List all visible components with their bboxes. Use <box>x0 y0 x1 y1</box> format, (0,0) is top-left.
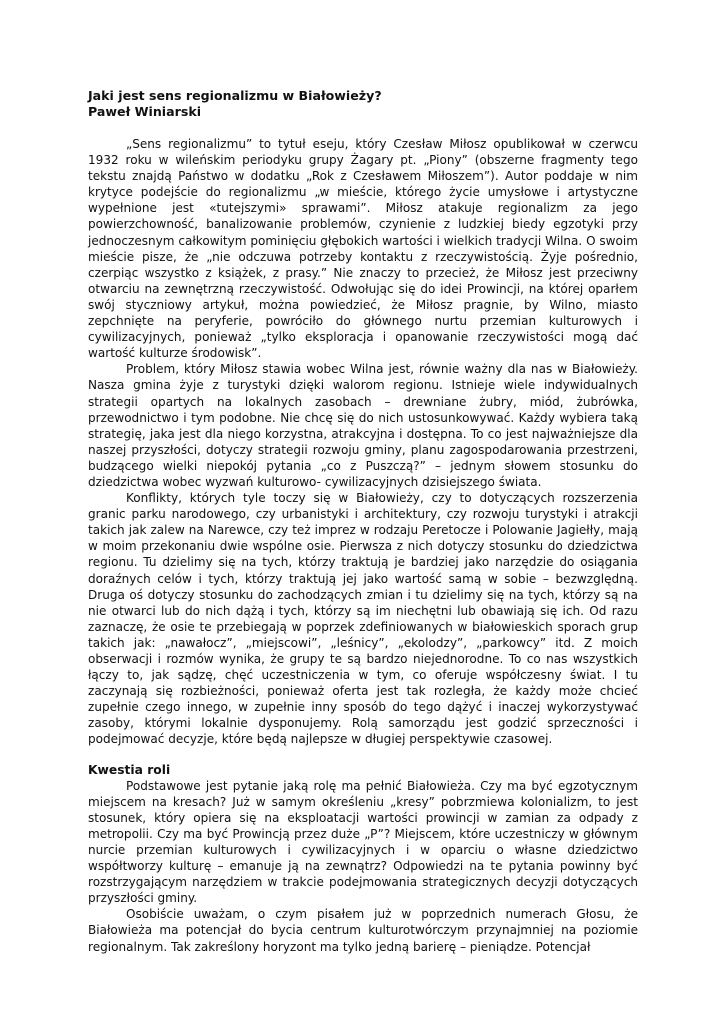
paragraph: Podstawowe jest pytanie jaką rolę ma pełnić Białowieża. Czy ma być egzotycznym miejscem na kresach? Już w samym określeniu „kresy” pobrzmiewa kolonializm, to jest stosunek, który opiera się na eksploatacji wartości prowincji w zamian za odpady z metropolii. Czy ma być Prowincją przez duże „P”? Miejscem, które uczestniczy w głównym nurcie przemian kulturowych i cywilizacyjnych i w oparciu o własne dziedzictwo współtworzy kulturę – emanuje ją na zewnątrz? Odpowiedzi na te pytania powinny być rozstrzygającym narzędziem w trakcie podejmowania strategicznych decyzji dotyczących przyszłości gminy. <box>88 778 638 906</box>
paragraph: Osobiście uważam, o czym pisałem już w poprzednich numerach Głosu, że Białowieża ma potencjał do bycia centrum kulturotwórczym przynajmniej na poziomie regionalnym. Tak zakreślony horyzont ma tylko jedną barierę – pieniądze. Potencjał <box>88 907 638 954</box>
paragraph: „Sens regionalizmu” to tytuł eseju, który Czesław Miłosz opublikował w czerwcu 1932 roku w wileńskim periodyku grupy Żagary pt. „Piony” (obszerne fragmenty tego tekstu znajdą Państwo w dodatku „Rok z Czesławem Miłoszem”). Autor poddaje w nim krytyce podejście do regionalizmu „w mieście, którego życie umysłowe i artystyczne wypełnione jest «tutejszymi» sprawami”. Miłosz atakuje regionalizm za jego powierzchowność, banalizowanie problemów, czynienie z ludzkiej biedy egzotyki przy jednoczesnym całkowitym pominięciu głębokich wartości i wielkich tradycji Wilna. O swoim mieście pisze, że „nie odczuwa potrzeby kontaktu z rzeczywistością. Żyje pośrednio, czerpiąc wszystko z książek, z prasy.” Nie znaczy to przecież, że Miłosz jest przeciwny otwarciu na zewnętrzną rzeczywistość. Odwołując się do idei Prowincji, na której oparłem swój styczniowy artykuł, można powiedzieć, że Miłosz pragnie, by Wilno, miasto zepchnięte na peryferie, powróciło do głównego nurtu przemian kulturowych i cywilizacyjnych, ponieważ „tylko eksploracja i opanowanie rzeczywistości mogą dać wartość kulturze środowisk”. <box>88 137 638 361</box>
article-title: Jaki jest sens regionalizmu w Białowieży? <box>88 88 382 103</box>
paragraph: Konflikty, których tyle toczy się w Białowieży, czy to dotyczących rozszerzenia granic parku narodowego, czy urbanistyki i architektury, czy rozwoju turystyki i atrakcji takich jak zalew na Narewce, czy też imprez w rodzaju Peretocze i Polowanie Jagiełły, mają w moim przekonaniu dwie wspólne osie. Pierwsza z nich dotyczy stosunku do dziedzictwa regionu. Tu dzielimy się na tych, którzy traktują je bardziej jako narzędzie do osiągania doraźnych celów i tych, którzy traktują jej jako wartość samą w sobie – bezwzględną. Druga oś dotyczy stosunku do zachodzących zmian i tu dzielimy się na tych, którzy są na nie otwarci lub do nich dążą i tych, którzy są im niechętni lub obawiają się ich. Od razu zaznaczę, że osie te przebiegają w poprzek zdefiniowanych w białowieskich sporach grup takich jak: „nawałocz”, „miejscowi”, „leśnicy”, „ekolodzy”, „parkowcy” itd. Z moich obserwacji i rozmów wynika, że grupy te są bardzo niejednorodne. To co nas wszystkich łączy to, jak sądzę, chęć uczestniczenia w tym, co oferuje współczesny świat. I tu zaczynają się rozbieżności, ponieważ oferta jest tak rozległa, że każdy może chcieć zupełnie czego innego, w zupełnie inny sposób do tego dążyć i inaczej wykorzystywać zasoby, którymi lokalnie dysponujemy. Rolą samorządu jest godzić sprzeczności i podejmować decyzje, które będą najlepsze w długiej perspektywie czasowej. <box>88 491 638 747</box>
section-heading: Kwestia roli <box>88 762 171 777</box>
paragraph: Problem, który Miłosz stawia wobec Wilna jest, równie ważny dla nas w Białowieży. Nasza gmina żyje z turystyki dzięki walorom regionu. Istnieje wiele indywidualnych strategii opartych na lokalnych zasobach – drewniane żubry, miód, żubrówka, przewodnictwo i tym podobne. Nie chcę się do nich ustosunkowywać. Każdy wybiera taką strategię, jaka jest dla niego korzystna, atrakcyjna i dostępna. To co jest najważniejsze dla naszej przyszłości, dotyczy strategii rozwoju gminy, planu zagospodarowania przestrzeni, budzącego wielki niepokój pytania „co z Puszczą?” – jednym słowem stosunku do dziedzictwa wobec wyzwań kulturowo- cywilizacyjnych dzisiejszego świata. <box>88 362 638 489</box>
article-author: Paweł Winiarski <box>88 104 202 119</box>
article-body <box>88 88 638 955</box>
